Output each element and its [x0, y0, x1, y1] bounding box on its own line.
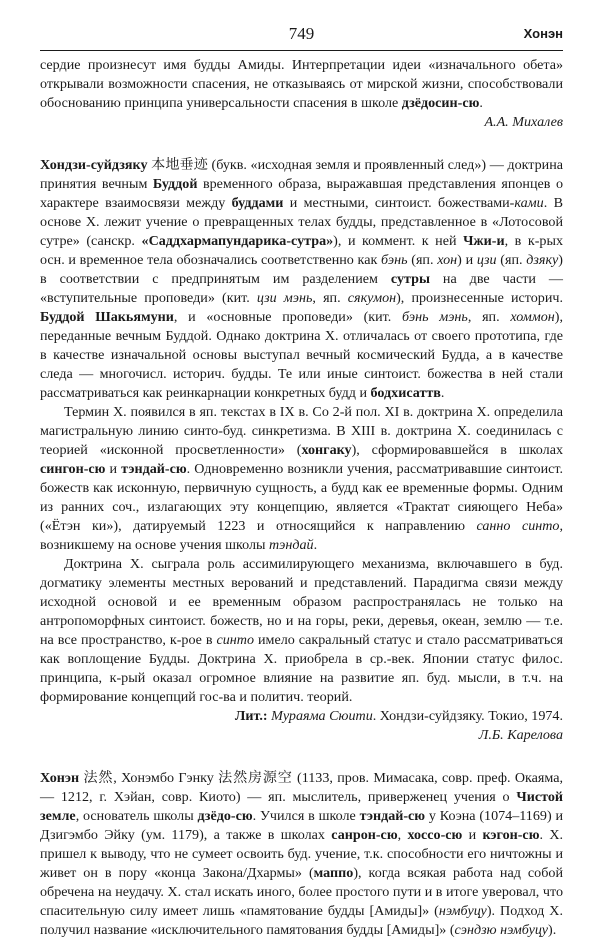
- honen-p1-body: [40, 770, 563, 938]
- bold-term: Чжи-и: [463, 233, 505, 249]
- bold-term: маппо: [313, 865, 354, 881]
- text-run: Термин Х. появился в яп. текстах в IX в. Со 2-й пол. XI в. доктрина Х. определила магистральную линию синто-буд. синкретизма. В XIII в. доктрина Х. соединилась с теорией «исконной просветленности» (: [40, 404, 563, 458]
- honji-p2-body: [40, 404, 563, 553]
- text-run: (яп.: [407, 252, 438, 268]
- page-number: 749: [288, 24, 315, 43]
- intro-text: сердие произнесут имя будды Амиды. Интерпретации идеи «изначального обета» открывали возможности спасения, не отказываясь от мирской жизни, способствовали обоснованию принципа универсальности спасения в школе: [40, 57, 563, 111]
- text-run: , в к-рых осн. и временное тела обозначались соответственно как: [40, 233, 563, 268]
- honji-paragraph-2: [40, 403, 563, 555]
- lit-author: Мураяма Сюити: [271, 708, 373, 724]
- bold-term: Чистой земле: [40, 789, 563, 824]
- bold-term: дзёдо-сю: [197, 808, 253, 824]
- intro-end: .: [479, 95, 483, 111]
- text-run: , яп.: [312, 290, 348, 306]
- bold-term: бодхисаттв: [370, 385, 441, 401]
- italic-term: сякумон: [347, 290, 397, 306]
- text-run: , возникшему на основе учения школы: [40, 518, 563, 553]
- text-run: ) и: [457, 252, 477, 268]
- text-run: ,: [397, 827, 408, 843]
- text-run: 法然, Хонэмбо Гэнку 法然房源空 (1133, пров. Мимасака, совр. преф. Окаяма, — 1212, г. Хэйан, совр. Киото) — яп. мыслитель, приверженец учения о: [40, 770, 563, 805]
- text-run: имело сакральный статус и стало рассматриваться как воплощение Будды. Доктрина Х. приобрела в ср.-век. Японии статус филос. принципа, к-рый оказал огромное влияние на развитие яп. буд. мысли, в т.ч. на формирование концепций гос-ва и политич. теорий.: [40, 632, 563, 705]
- honji-paragraph-3: [40, 555, 563, 707]
- bold-term: тэндай-сю: [359, 808, 426, 824]
- text-run: на две части — «вступительные проповеди» (кит.: [40, 271, 563, 306]
- text-run: временного образа, выражавшая представления японцев о характере взаимосвязи между: [40, 176, 563, 211]
- lit-text: . Хондзи-суйдзяку. Токио, 1974.: [372, 708, 563, 724]
- italic-term: сэндзю нэмбуцу: [454, 922, 549, 938]
- text-run: ), сформировавшейся в школах: [351, 442, 564, 458]
- entry-gap: [40, 745, 563, 769]
- intro-paragraph: [40, 56, 563, 113]
- italic-term: бэнь: [381, 252, 408, 268]
- running-head: Хонэн: [523, 26, 563, 41]
- honji-p1-body: [40, 157, 563, 401]
- page-header: [40, 22, 563, 51]
- bold-term: сутры: [390, 271, 430, 287]
- bold-term: сингон-сю: [40, 461, 106, 477]
- text-run: . Одновременно возникли учения, рассматривавшие синтоист. божеств как исконную, первичную сущность, а будд как ее временные формы. Одним из ранних соч., излагающих эту концепцию, является «Трактат сияющего Неба» («Ётэн ки»), датируемый 1223 и относящийся к направлению: [40, 461, 563, 534]
- italic-term: тэндай: [268, 537, 314, 553]
- page-content: [40, 56, 563, 940]
- italic-term: нэмбуцу: [438, 903, 487, 919]
- text-run: . Х. пришел к выводу, что не сумеет освоить буд. учение, т.к. способности его ничтожны и живет он в пору «конца Закона/Дхармы» (: [40, 827, 564, 881]
- lit-label: Лит.:: [234, 708, 268, 724]
- text-run: и: [105, 461, 122, 477]
- bold-term: Буддой Шакьямуни: [40, 309, 174, 325]
- bold-term: кэгон-сю: [482, 827, 540, 843]
- text-run: ). Подход Х. получил название «исключительного памятования будды [Амиды]» (: [40, 903, 564, 938]
- italic-term: санно синто: [476, 518, 560, 534]
- text-run: , основатель школы: [75, 808, 198, 824]
- italic-term: ками: [514, 195, 544, 211]
- intro-author: А.А. Михалев: [484, 114, 563, 130]
- text-run: ), и коммент. к ней: [333, 233, 464, 249]
- entry-gap: [40, 132, 563, 156]
- italic-term: цзи: [476, 252, 497, 268]
- bold-term: санрон-сю: [331, 827, 398, 843]
- text-run: Доктрина Х. сыграла роль ассимилирующего механизма, включавшего в буд. догматику элементы местных верований и представлений. Парадигма связи между исходной основой и ее временным образом распространялась не только на антропоморфных синтоист. божеств, но и на горы, реки, деревья, океан, землю — т.е. на все пространство, к-рое в: [40, 556, 563, 648]
- text-run: и: [462, 827, 483, 843]
- intro-school-term: дзёдосин-сю: [401, 95, 480, 111]
- italic-term: хон: [437, 252, 458, 268]
- italic-term: дзяку: [526, 252, 559, 268]
- text-run: (букв. «исходная земля и проявленный след») — доктрина принятия вечным: [40, 157, 564, 192]
- text-run: ), произнесенные историч.: [396, 290, 564, 306]
- text-run: ).: [548, 922, 557, 938]
- bold-term: хонгаку: [301, 442, 352, 458]
- text-run: ), переданные вечным Буддой. Однако доктрина Х. отличалась от своего прототипа, где в качестве изначальной основы выступал вечный космический Будда, а в качестве следа — многочисл. историч. будды. Те или иные синтоист. божества в ней стали рассматриваться как реинкарнации конкретных будд и: [40, 309, 563, 401]
- honji-author: Л.Б. Карелова: [478, 727, 563, 743]
- text-run: , и «основные проповеди» (кит.: [173, 309, 402, 325]
- bold-term: хоссо-сю: [407, 827, 463, 843]
- bold-term: буддами: [231, 195, 284, 211]
- honji-kanji: 本地垂迹: [151, 157, 208, 173]
- text-run: и местными, синтоист. божествами-: [283, 195, 515, 211]
- text-run: . Учился в школе: [252, 808, 360, 824]
- honji-p3-body: [40, 556, 563, 705]
- honen-paragraph-1: [40, 769, 563, 940]
- italic-term: бэнь мэнь: [402, 309, 468, 325]
- bold-term: тэндай-сю: [121, 461, 187, 477]
- honen-entry-title: Хонэн: [40, 770, 80, 786]
- text-run: ), когда всякая работа над собой обречена на неудачу. Х. стал искать иного, более простого пути и в итоге уверовал, что спасительную силу имеет лишь «памятование будды [Амиды]» (: [40, 865, 563, 919]
- honji-paragraph-1: [40, 156, 563, 403]
- text-run: . В основе Х. лежит учение о превращенных телах будды, представленное в «Лотосовой сутре» (санскр.: [40, 195, 564, 249]
- text-run: (яп.: [496, 252, 527, 268]
- text-run: .: [313, 537, 318, 553]
- honji-entry-title: Хондзи-суйдзяку: [40, 157, 148, 173]
- bold-term: Буддой: [152, 176, 198, 192]
- bold-term: «Саддхармапундарика-сутра»: [141, 233, 334, 249]
- honji-literature: [40, 707, 563, 726]
- text-run: .: [440, 385, 445, 401]
- italic-term: синто: [216, 632, 255, 648]
- text-run: у Коэна (1074–1169) и Дзигэмбо Эйку (ум. 1179), а также в школах: [40, 808, 563, 843]
- text-run: ) в соответствии с предпринятым им разделением: [40, 252, 563, 287]
- text-run: , яп.: [467, 309, 511, 325]
- italic-term: хоммон: [510, 309, 555, 325]
- italic-term: цзи мэнь: [256, 290, 313, 306]
